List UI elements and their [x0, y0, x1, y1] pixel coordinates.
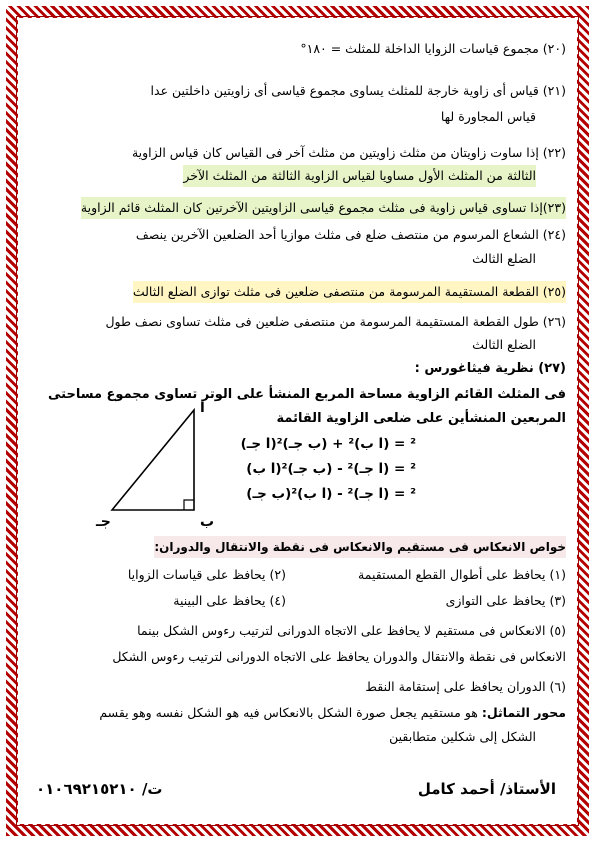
property-5-line1: (٥) الانعكاس فى مستقيم لا يحافظ على الاتجاه الدورانى لترتيب رءوس الشكل بينما: [137, 623, 566, 638]
triangle-shape: [112, 410, 194, 510]
property-5-line2: الانعكاس فى نقطة والانتقال والدوران يحافظ على الاتجاه الدورانى لترتيب رءوس الشكل: [112, 649, 566, 664]
item-27-line2: المربعين المنشأين على ضلعى الزاوية القائمة: [276, 411, 566, 426]
axis-text-line2: الشكل إلى شكلين متطابقين: [389, 729, 536, 744]
item-24-line2: الضلع الثالث: [472, 251, 536, 266]
right-triangle-figure: [92, 392, 215, 532]
item-23: (٢٣)إذا تساوى قياس زاوية فى مثلث مجموع قياسى الزاويتين الآخرتين كان المثلث قائم الزاوية: [81, 197, 566, 219]
formula-1: (ا جـ)² = (ا ب)² + (ب جـ)²: [240, 436, 416, 452]
item-26-line1: (٢٦) طول القطعة المستقيمة المرسومة من منتصفى ضلعين فى مثلث تساوى نصف طول: [105, 314, 566, 329]
properties-title: خواص الانعكاس فى مستقيم والانعكاس فى نقطة والانتقال والدوران:: [154, 536, 566, 558]
item-22-line1: (٢٢) إذا ساوت زاويتان من مثلث زاويتين من مثلث آخر فى القياس كان قياس الزاوية: [131, 145, 566, 160]
item-27-title: (٢٧) نظرية فيثاغورس :: [414, 361, 566, 376]
right-angle-marker: [184, 500, 194, 510]
vertex-a-label: ا: [200, 400, 205, 416]
property-6: (٦) الدوران يحافظ على إستقامة النقط: [365, 679, 566, 694]
item-24-line1: (٢٤) الشعاع المرسوم من منتصف ضلع فى مثلث موازيا أحد الضلعين الآخرين ينصف: [135, 227, 566, 242]
vertex-b-label: ب: [200, 514, 215, 530]
axis-label: محور التماثل:: [481, 705, 566, 720]
item-27-line1: فى المثلث القائم الزاوية مساحة المربع المنشأ على الوتر تساوى مجموع مساحتى: [48, 387, 566, 402]
item-20: (٢٠) مجموع قياسات الزوايا الداخلة للمثلث = ١٨٠°: [300, 41, 566, 56]
footer: [28, 778, 566, 806]
property-1: (١) يحافظ على أطوال القطع المستقيمة: [358, 567, 566, 582]
item-21-line2: قياس المجاورة لها: [440, 109, 536, 124]
item-21-line1: (٢١) قياس أى زاوية خارجة للمثلث يساوى مجموع قياسى أى زاويتين داخلتين عدا: [150, 83, 566, 98]
property-2: (٢) يحافظ على قياسات الزوايا: [127, 567, 286, 582]
item-26-line2: الضلع الثالث: [472, 337, 536, 352]
formula-2: (ا ب)² = (ا جـ)² - (ب جـ)²: [246, 461, 416, 477]
property-4: (٤) يحافظ على البينية: [173, 593, 286, 608]
vertex-c-label: جـ: [96, 514, 111, 530]
property-3: (٣) يحافظ على التوازى: [445, 593, 566, 608]
item-25: (٢٥) القطعة المستقيمة المرسومة من منتصفى ضلعين فى مثلث توازى الضلع الثالث: [133, 281, 566, 303]
footer-phone: ت/ ٠١٠٦٩٢١٥٢١٠: [36, 780, 163, 798]
item-22-line2: الثالثة من المثلث الأول مساويا لقياس الزاوية الثالثة من المثلث الآخر: [183, 165, 536, 187]
footer-teacher: الأستاذ/ أحمد كامل: [417, 780, 556, 798]
axis-text-line1: هو مستقيم يجعل صورة الشكل بالانعكاس فيه هو الشكل نفسه وهو يقسم: [99, 705, 478, 720]
formula-3: (ب جـ)² = (ا جـ)² - (ا ب)²: [246, 486, 416, 502]
